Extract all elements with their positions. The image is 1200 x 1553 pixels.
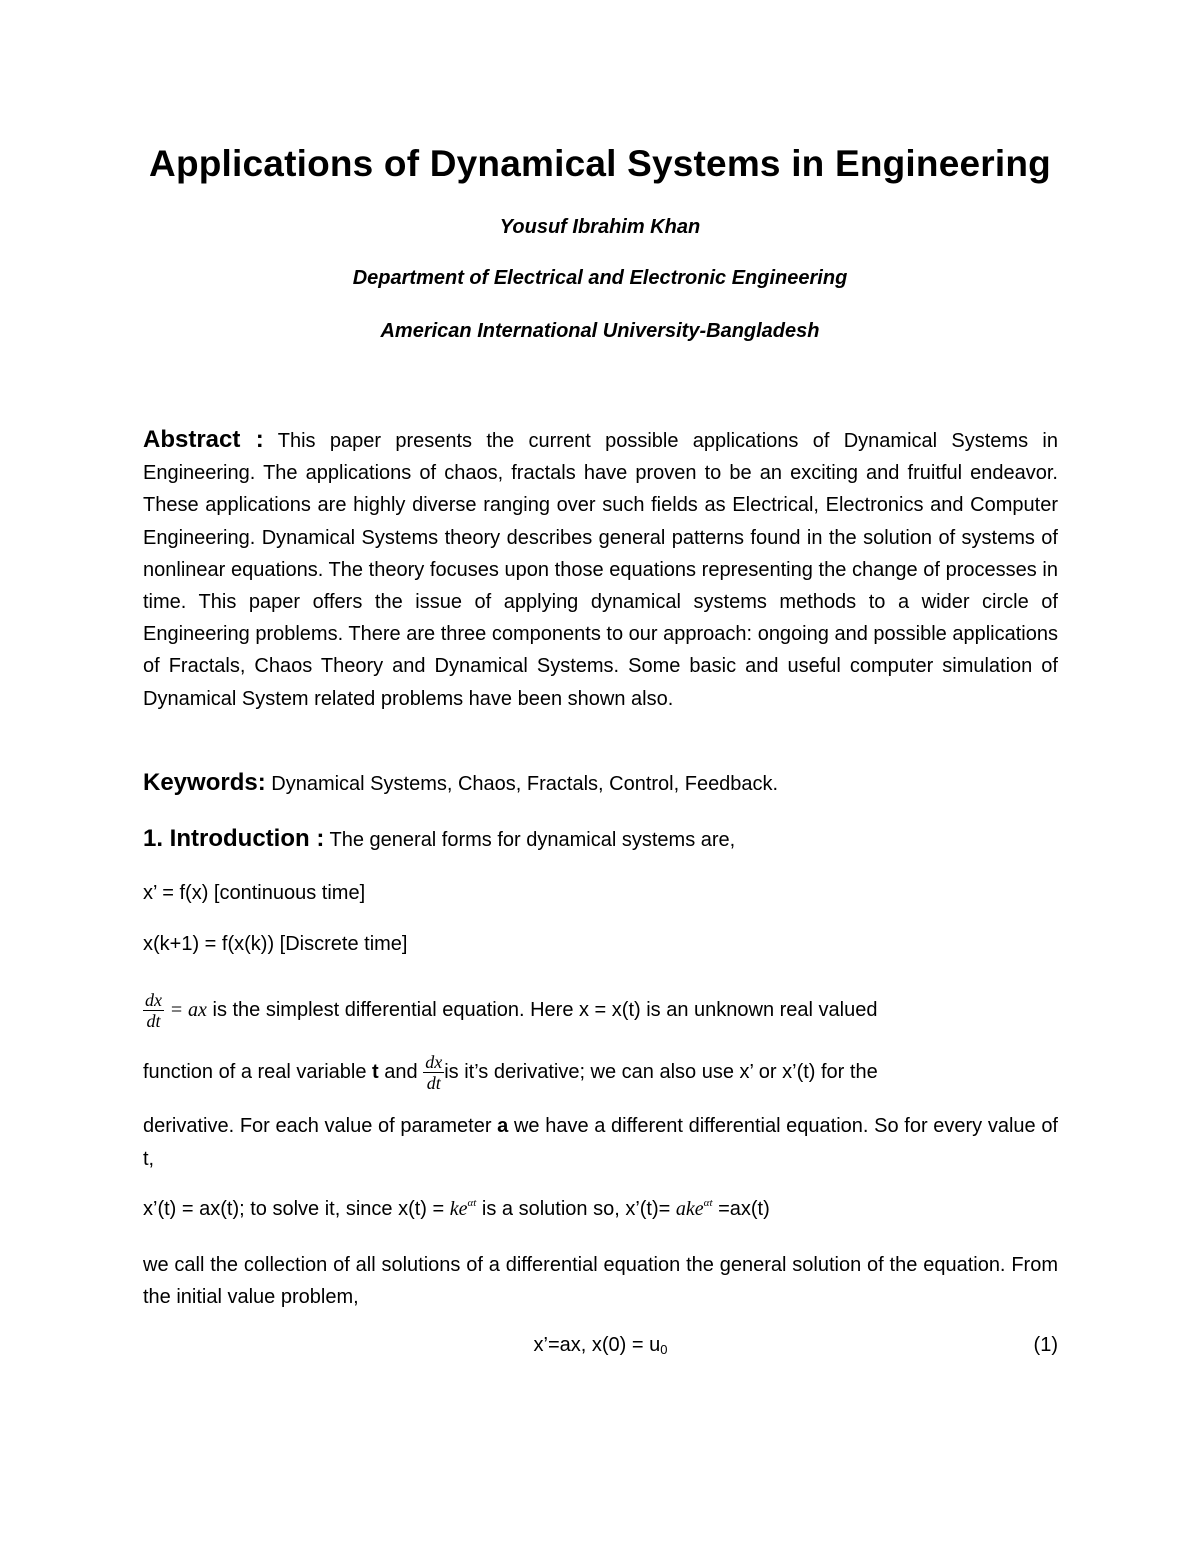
fraction-numerator-inline: dx bbox=[425, 1052, 443, 1072]
introduction-heading-line bbox=[143, 823, 1058, 856]
derivative-paragraph bbox=[143, 1110, 1058, 1176]
solve-text-c: =ax(t) bbox=[718, 1198, 770, 1220]
collection-paragraph: we call the collection of all solutions of a differential equation the general solution of the equation. From the initial value problem, bbox=[143, 1254, 1058, 1308]
introduction-lead: The general forms for dynamical systems are, bbox=[329, 829, 736, 851]
derivative-text-b: we have a different differential equation. So for every value of t, bbox=[143, 1115, 1058, 1170]
continuous-time-equation: x’ = f(x) [continuous time] bbox=[143, 882, 366, 904]
introduction-heading: 1. Introduction : bbox=[143, 825, 325, 852]
function-text-a: function of a real variable bbox=[143, 1060, 367, 1083]
equation-number: (1) bbox=[1033, 1334, 1058, 1356]
abstract-paragraph bbox=[143, 424, 1058, 715]
fraction-numerator: dx bbox=[145, 990, 162, 1010]
fraction-denominator: dt bbox=[146, 1011, 161, 1031]
abstract-text: This paper presents the current possible applications of Dynamical Systems in Engineering. The applications of chaos, fractals have proven to be an exciting and fruitful endeavor. These applications are highly diverse ranging over such fields as Electrical, Electronics and Computer Engineering. Dynamical Systems theory describes general patterns found in the solution of systems of nonlinear equations. The theory focuses upon those equations representing the change of processes in time. This paper offers the issue of applying dynamical systems methods to a wider circle of Engineering problems. There are three components to our approach: ongoing and possible applications of Fractals, Chaos Theory and Dynamical Systems. Some basic and useful computer simulation of Dynamical System related problems have been shown also. bbox=[143, 430, 1058, 710]
function-text-b: is it’s derivative; we can also use x’ or x’(t) for the bbox=[444, 1060, 878, 1083]
fraction-denominator-inline: dt bbox=[426, 1073, 441, 1093]
abstract-label: Abstract : bbox=[143, 426, 264, 453]
variable-a: a bbox=[497, 1115, 509, 1137]
keywords-text: Dynamical Systems, Chaos, Fractals, Control, Feedback. bbox=[271, 773, 779, 795]
solve-ake: ake bbox=[675, 1198, 704, 1220]
keywords-label: Keywords: bbox=[143, 769, 266, 796]
function-line bbox=[143, 1052, 1058, 1093]
ivp-expression bbox=[143, 1334, 1058, 1357]
ivp-subscript: 0 bbox=[660, 1342, 668, 1357]
solve-ke: ke bbox=[449, 1198, 468, 1220]
university: American International University-Bangladesh bbox=[380, 320, 820, 342]
derivative-text-a: derivative. For each value of parameter bbox=[143, 1115, 492, 1137]
author-name: Yousuf Ibrahim Khan bbox=[499, 216, 701, 238]
solve-text-b: is a solution so, x’(t)= bbox=[481, 1198, 671, 1220]
discrete-time-equation: x(k+1) = f(x(k)) [Discrete time] bbox=[143, 933, 408, 955]
paper-title: Applications of Dynamical Systems in Engineering bbox=[149, 143, 1051, 184]
solve-exponent-2: αt bbox=[703, 1197, 713, 1209]
derivative-fraction bbox=[143, 990, 164, 1031]
solve-text-a: x’(t) = ax(t); to solve it, since x(t) = bbox=[143, 1198, 445, 1220]
solution-line bbox=[143, 1197, 770, 1221]
derivative-fraction-inline bbox=[423, 1052, 444, 1093]
simplest-equation-line bbox=[143, 990, 1058, 1031]
simplest-text: is the simplest differential equation. Here x = x(t) is an unknown real valued bbox=[212, 998, 878, 1021]
initial-value-equation bbox=[143, 1334, 1058, 1364]
simplest-rhs: = ax bbox=[169, 998, 207, 1021]
ivp-text: x’=ax, x(0) = u bbox=[533, 1334, 661, 1356]
solve-exponent: αt bbox=[467, 1197, 477, 1209]
variable-t: t bbox=[372, 1060, 379, 1083]
and-text: and bbox=[384, 1060, 418, 1083]
keywords-paragraph bbox=[143, 767, 1058, 800]
department: Department of Electrical and Electronic Engineering bbox=[352, 267, 848, 289]
